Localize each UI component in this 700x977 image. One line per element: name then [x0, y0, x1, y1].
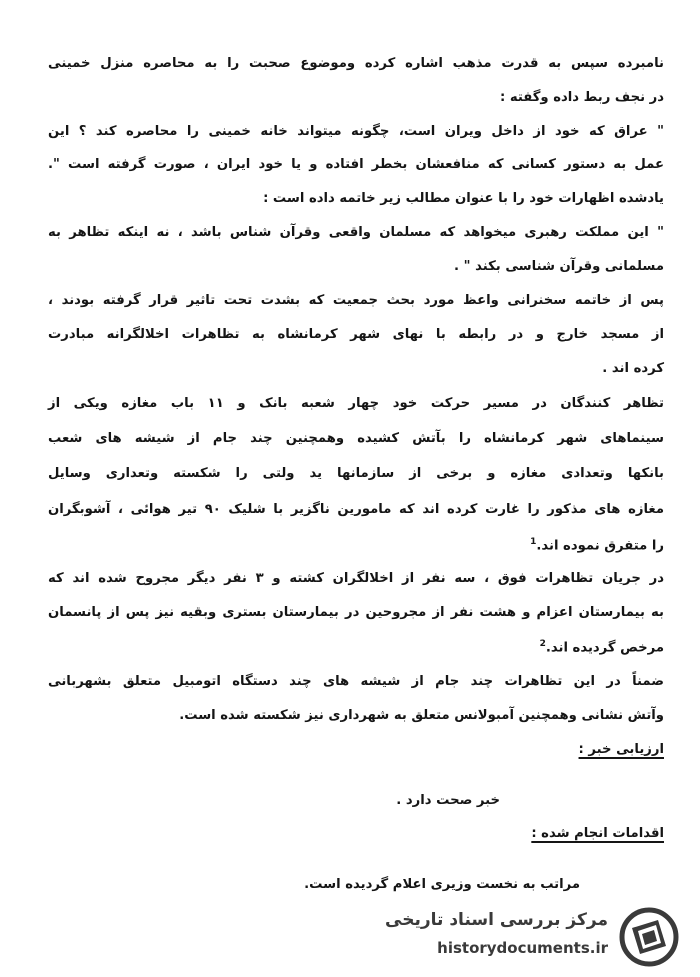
body-line-19: ضمناً در این تظاهرات چند جام از شیشه های چند دستگاه اتومبیل متعلق بشهربانی [48, 674, 664, 689]
body-line-10: کرده اند . [602, 361, 664, 376]
body-line-3: " عراق که خود از داخل ویران است، چگونه میتواند خانه خمینی را محاصره کند ؟ این [48, 124, 664, 139]
watermark [385, 906, 686, 966]
body-line-14: مغازه های مذکور را غارت کرده اند که مامورین ناگزیر با شلیک ۹۰ تیر هوائی ، آشوبگران [48, 502, 665, 517]
body-line-12: سینماهای شهر کرمانشاه را بآتش کشیده وهمچنین چند جام از شیشه های شعب [48, 431, 664, 446]
actions-value: مراتب به نخست وزیری اعلام گردیده است. [304, 877, 580, 892]
body-line-18-text: مرخص گردیده اند. [545, 640, 664, 656]
footnote-mark-1: 1 [530, 537, 537, 547]
body-line-13: بانکها وتعدادی مغازه و برخی از سازمانها ید ولتی را شکسته وتعداری وسایل [48, 466, 664, 481]
watermark-title: مرکز بررسی اسناد تاریخی [385, 910, 608, 930]
body-line-7: مسلمانی وقرآن شناسی بکند " . [454, 259, 664, 274]
footnote-mark-2: 2 [539, 639, 546, 649]
section-heading-assessment: ارزیابی خبر : [578, 742, 664, 757]
body-line-9: از مسجد خارج و در رابطه با نهای شهر کرمانشاه به تظاهرات اخلالگرانه مبادرت [48, 327, 664, 342]
body-line-1: نامبرده سپس به قدرت مذهب اشاره کرده وموضوع صحبت را به محاصره منزل خمینی [48, 56, 664, 71]
body-line-20: وآتش نشانی وهمچنین آمبولانس متعلق به شهرداری نیز شکسته شده است. [179, 708, 664, 723]
body-line-16: در جریان تظاهرات فوق ، سه نفر از اخلالگران کشته و ۳ نفر دیگر مجروح شده اند که [48, 571, 664, 586]
body-line-15 [530, 537, 664, 553]
body-line-15-text: را متفرق نموده اند. [536, 538, 664, 554]
body-line-4: عمل به دستور کسانی که منافعشان بخطر افتاده و یا خود ایران ، صورت گرفته است ". [48, 157, 664, 172]
body-line-5: یادشده اظهارات خود را با عنوان مطالب زیر خاتمه داده است : [263, 191, 664, 206]
assessment-value: خبر صحت دارد . [396, 793, 500, 808]
body-line-18 [540, 639, 664, 655]
body-line-8: پس از خاتمه سخنرانی واعظ مورد بحث جمعیت که بشدت تحت تاثیر قرار گرفته بودند ، [48, 293, 664, 308]
archive-logo-icon [618, 906, 680, 968]
watermark-url: historydocuments.ir [437, 939, 608, 957]
body-line-2: در نجف ربط داده وگفته : [500, 90, 664, 105]
body-line-17: به بیمارستان اعزام و هشت نفر از مجروحین در بیمارستان بستری وبقیه نیز پس از پانسمان [48, 605, 664, 620]
body-line-6: " این مملکت رهبری میخواهد که مسلمان واقعی وقرآن شناس باشد ، نه اینکه تظاهر به [48, 225, 664, 240]
body-line-11: تظاهر کنندگان در مسیر حرکت خود چهار شعبه بانک و ۱۱ باب مغازه ویکی از [48, 396, 665, 411]
section-heading-actions: اقدامات انجام شده : [531, 826, 664, 841]
